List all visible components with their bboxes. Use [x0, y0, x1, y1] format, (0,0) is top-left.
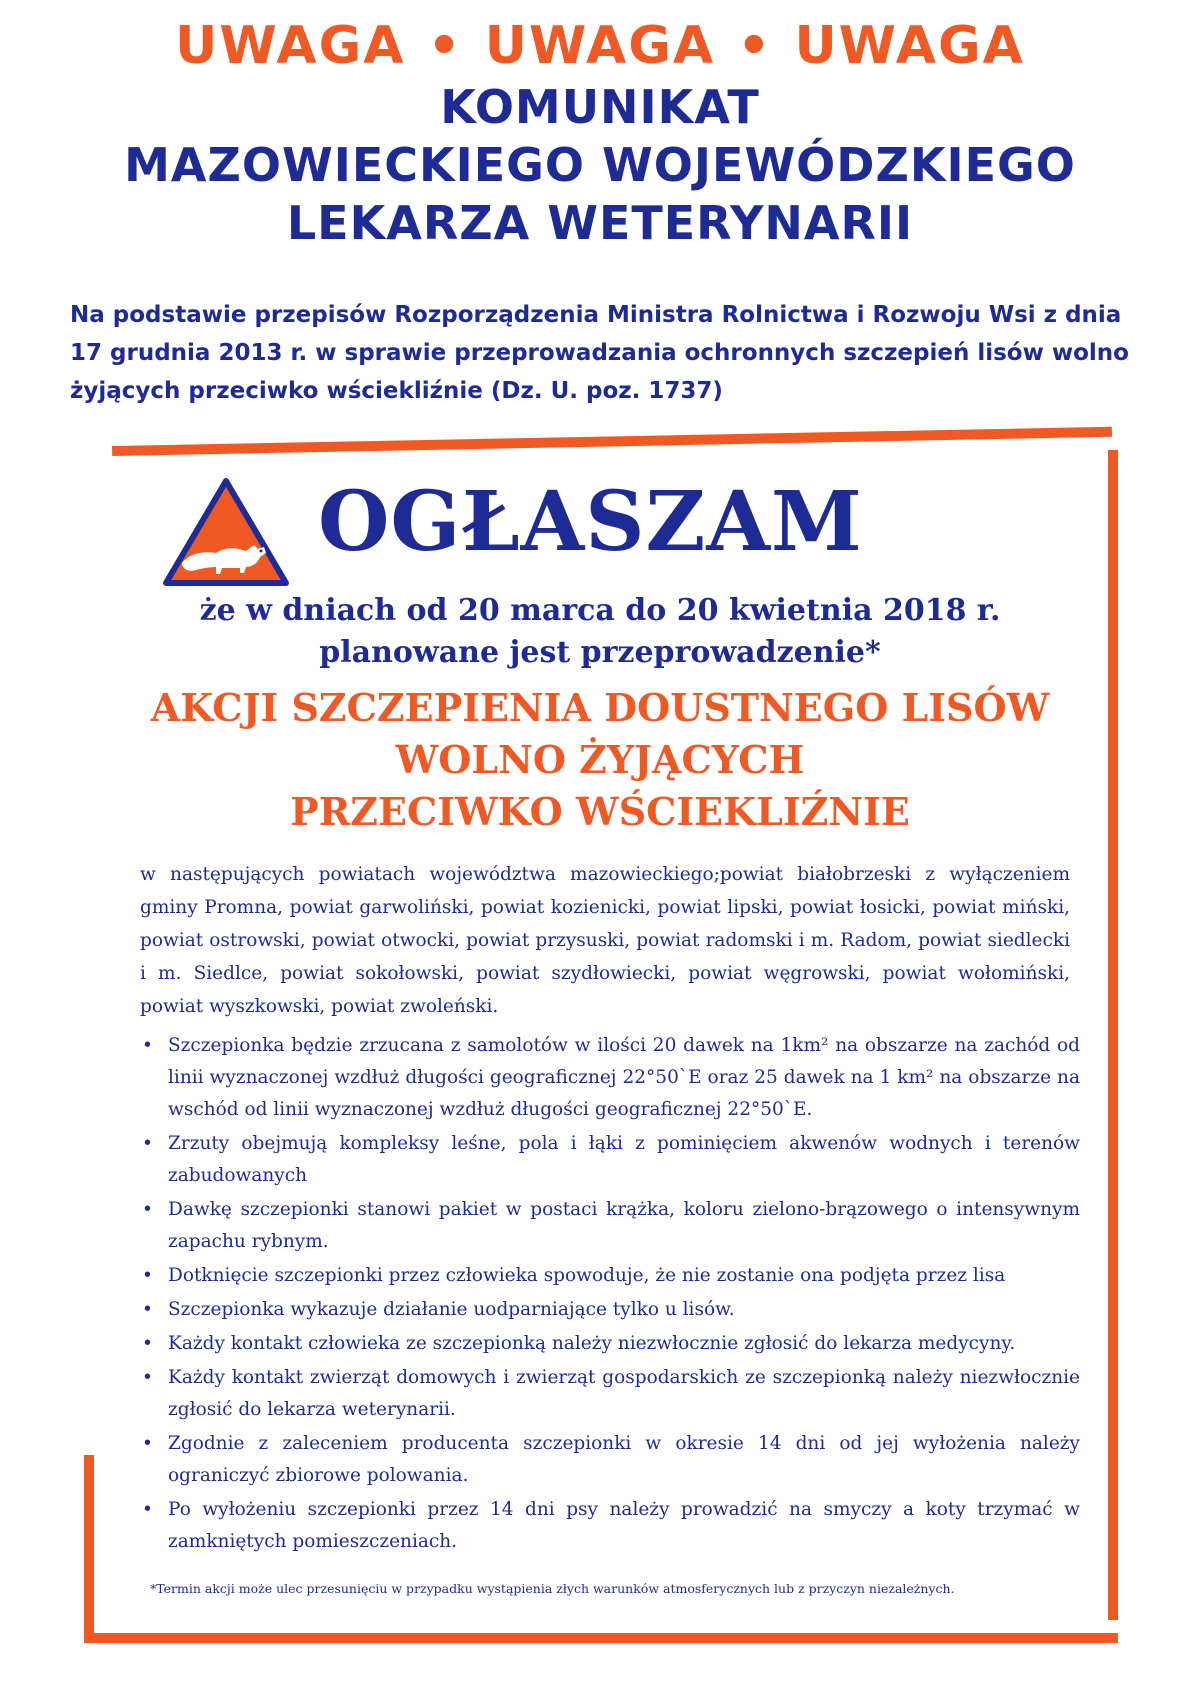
list-item [140, 1328, 1080, 1360]
bullet-icon: • [142, 1133, 153, 1154]
planned-line: planowane jest przeprowadzenie* [319, 635, 881, 670]
legal-basis-text: Na podstawie przepisów Rozporządzenia Ministra Rolnictwa i Rozwoju Wsi z dnia 17 grudnia 2013 r. w sprawie przeprowadzania ochronnych szczepień lisów wolno żyjących przeciwko wściekliźnie (Dz. U. poz. 1737) [70, 302, 1129, 404]
uwaga-word: UWAGA [175, 16, 406, 76]
footnote: *Termin akcji może ulec przesunięciu w przypadku wystąpienia złych warunków atmosferycznych lub z przyczyn niezależnych. [150, 1581, 955, 1596]
action-title-line-1: AKCJI SZCZEPIENIA DOUSTNEGO LISÓW [150, 685, 1050, 730]
headline-line-3: LEKARZA WETERYNARII [286, 196, 914, 250]
headline-line-2: MAZOWIECKIEGO WOJEWÓDZKIEGO [124, 138, 1076, 192]
list-item-text: Zrzuty obejmują kompleksy leśne, pola i łąki z pominięciem akwenów wodnych i terenów zabudowanych [168, 1133, 1080, 1186]
uwaga-word: UWAGA [484, 16, 716, 76]
list-item-text: Dawkę szczepionki stanowi pakiet w postaci krążka, koloru zielono-brązowego o intensywnym zapachu rybnym. [168, 1199, 1080, 1252]
dates-block [0, 590, 1200, 674]
list-item [140, 1494, 1080, 1558]
fox-warning-sign-icon [160, 475, 292, 589]
list-item-text: Szczepionka będzie zrzucana z samolotów w ilości 20 dawek na 1km² na obszarze na zachód od linii wyznaczonej wzdłuż długości geograficznej 22°50`E oraz 25 dawek na 1 km² na obszarze na wschód od linii wyznaczonej wzdłuż długości geograficznej 22°50`E. [168, 1035, 1080, 1120]
headline-line-1: KOMUNIKAT [440, 80, 760, 134]
bullet-icon: • [142, 1035, 153, 1056]
list-item-text: Zgodnie z zaleceniem producenta szczepionki w okresie 14 dni od jej wyłożenia należy ograniczyć zbiorowe polowania. [168, 1433, 1080, 1486]
districts-paragraph: w następujących powiatach województwa mazowieckiego;powiat białobrzeski z wyłączeniem gminy Promna, powiat garwoliński, powiat kozienicki, powiat lipski, powiat łosicki, powiat miński, powiat ostrowski, powiat otwocki, powiat przysuski, powiat radomski i m. Radom, powiat siedlecki i m. Siedlce, powiat sokołowski, powiat szydłowiecki, powiat węgrowski, powiat wołomiński, powiat wyszkowski, powiat zwoleński. [140, 864, 1070, 1017]
frame-border-bottom [84, 1633, 1118, 1643]
info-bullet-list [140, 1030, 1080, 1560]
bullet-icon: • [142, 1367, 153, 1388]
header [0, 14, 1200, 252]
list-item [140, 1030, 1080, 1126]
action-title [0, 682, 1200, 838]
uwaga-banner [0, 14, 1200, 78]
action-title-line-2: WOLNO ŻYJĄCYCH [395, 737, 805, 782]
bullet-icon: • [142, 1499, 153, 1520]
bullet-icon: • [142, 1265, 153, 1286]
bullet-icon: • [142, 1433, 153, 1454]
list-item [140, 1194, 1080, 1258]
list-item [140, 1128, 1080, 1192]
frame-border-left [84, 1455, 94, 1643]
date-range-line: że w dniach od 20 marca do 20 kwietnia 2018 r. [199, 593, 1001, 628]
list-item-text: Szczepionka wykazuje działanie uodparniające tylko u lisów. [168, 1299, 735, 1320]
separator-dot: • [427, 16, 463, 76]
list-item-text: Dotknięcie szczepionki przez człowieka spowoduje, że nie zostanie ona podjęta przez lisa [168, 1265, 1006, 1286]
list-item-text: Każdy kontakt zwierząt domowych i zwierząt gospodarskich ze szczepionką należy niezwłocznie zgłosić do lekarza weterynarii. [168, 1367, 1080, 1420]
list-item [140, 1428, 1080, 1492]
action-title-line-3: PRZECIWKO WŚCIEKLIŹNIE [290, 789, 910, 834]
list-item [140, 1362, 1080, 1426]
list-item [140, 1294, 1080, 1326]
separator-dot: • [737, 16, 773, 76]
list-item [140, 1260, 1080, 1292]
bullet-icon: • [142, 1199, 153, 1220]
announcement-heading: OGŁASZAM [318, 474, 863, 570]
uwaga-word: UWAGA [794, 16, 1025, 76]
frame-border-top [112, 427, 1112, 456]
bullet-icon: • [142, 1299, 153, 1320]
list-item-text: Po wyłożeniu szczepionki przez 14 dni psy należy prowadzić na smyczy a koty trzymać w zamkniętych pomieszczeniach. [168, 1499, 1080, 1552]
bullet-icon: • [142, 1333, 153, 1354]
list-item-text: Każdy kontakt człowieka ze szczepionką należy niezwłocznie zgłosić do lekarza medycyny. [168, 1333, 1016, 1354]
